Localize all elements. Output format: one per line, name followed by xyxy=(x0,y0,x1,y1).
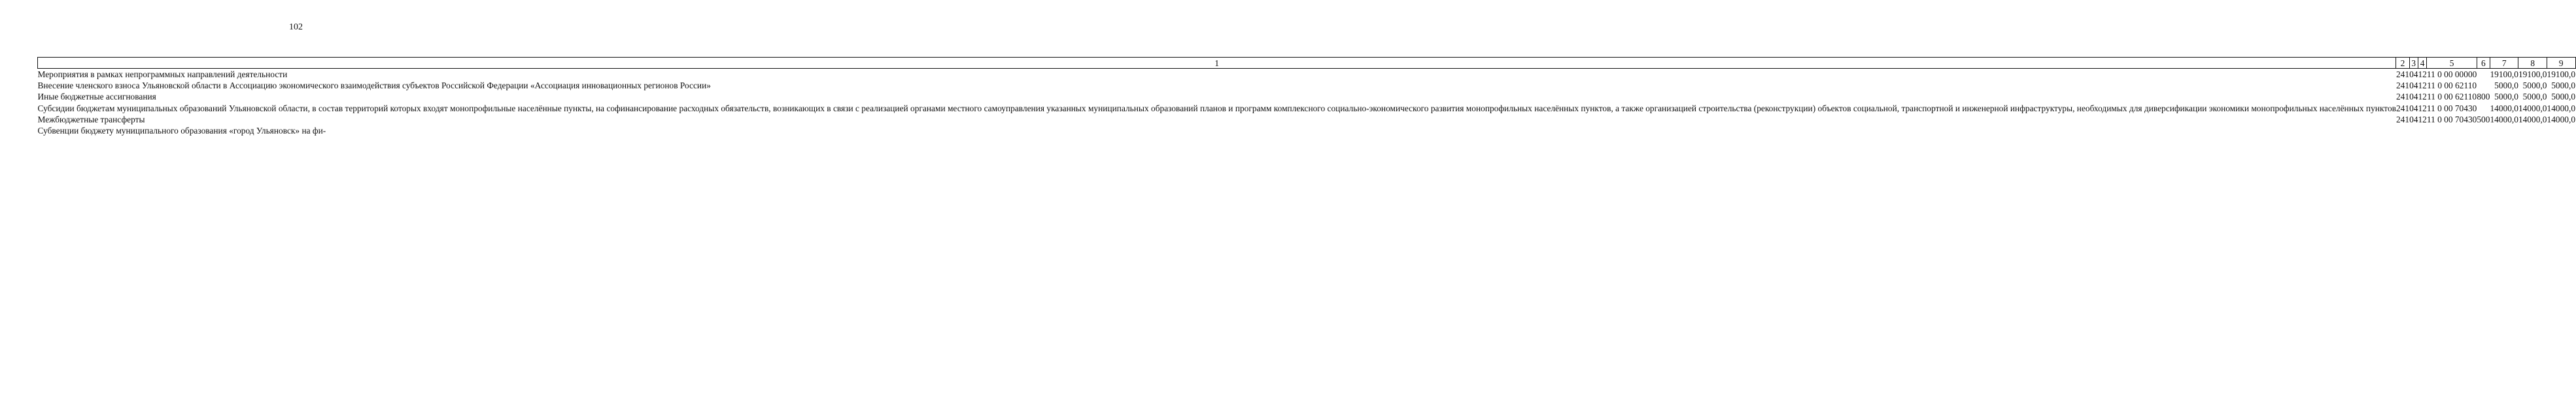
row-name: Субсидии бюджетам муниципальных образований Ульяновской области, в состав территорий которых входят монопрофильные населённые пункты, на софинансирование расходных обязательств, возникающих в связи с реализацией органами местного самоуправления указанных муниципальных образований планов и программ комплексного социально-экономического развития монопрофильных населённых пунктов, а также организацией строительства (реконструкции) объектов социальной, транспортной и инженерной инфраструктуры, необходимых для диверсификации экономики монопрофильных населённых пунктов xyxy=(37,103,2396,113)
cell-col-6 xyxy=(2477,80,2490,91)
cell-col-4: 12 xyxy=(2418,92,2427,102)
column-header-2: 2 xyxy=(2396,58,2409,69)
cell-col-3: 04 xyxy=(2409,92,2418,102)
cell-col-6: 500 xyxy=(2477,114,2490,124)
cell-col-4: 12 xyxy=(2418,69,2427,79)
cell-col-2 xyxy=(2396,125,2409,136)
cell-col-5: 11 0 00 62110 xyxy=(2427,92,2477,102)
cell-col-2: 241 xyxy=(2396,81,2410,91)
cell-col-8: 5000,0 xyxy=(2522,81,2547,91)
header-row xyxy=(38,58,2576,69)
column-header-8: 8 xyxy=(2518,58,2547,69)
cell-col-5 xyxy=(2427,125,2477,136)
column-header-4: 4 xyxy=(2418,58,2426,69)
table-row xyxy=(38,103,2576,114)
row-name: Межбюджетные трансферты xyxy=(37,114,145,124)
cell-col-7: 5000,0 xyxy=(2494,81,2518,91)
cell-col-6 xyxy=(2477,125,2490,136)
cell-col-2: 241 xyxy=(2396,103,2410,113)
cell-col-9: 14000,0 xyxy=(2547,114,2576,124)
row-name: Иные бюджетные ассигнования xyxy=(37,92,156,102)
cell-col-6 xyxy=(2477,69,2490,81)
cell-col-5: 11 0 00 70430 xyxy=(2426,103,2477,113)
page-number: 102 xyxy=(289,22,303,32)
cell-col-7: 5000,0 xyxy=(2494,92,2518,102)
cell-col-8: 5000,0 xyxy=(2522,92,2547,102)
column-header-1: 1 xyxy=(38,58,2396,69)
cell-col-3: 04 xyxy=(2409,103,2418,113)
cell-col-7: 19100,0 xyxy=(2490,69,2518,79)
cell-col-7: 14000,0 xyxy=(2490,103,2518,113)
cell-col-7 xyxy=(2490,125,2518,136)
row-name: Внесение членского взноса Ульяновской области в Ассоциацию экономического взаимодействия субъектов Российской Федерации «Ассоциация инновационных регионов России» xyxy=(37,81,711,91)
column-header-7: 7 xyxy=(2490,58,2518,69)
cell-col-8 xyxy=(2518,125,2547,136)
cell-col-2: 241 xyxy=(2396,92,2410,102)
row-name: Субвенции бюджету муниципального образования «город Ульяновск» на фи- xyxy=(37,126,326,136)
cell-col-4: 12 xyxy=(2418,81,2427,91)
table-row xyxy=(38,80,2576,91)
cell-col-4 xyxy=(2418,125,2426,136)
table-row xyxy=(38,69,2576,81)
cell-col-5: 11 0 00 70430 xyxy=(2426,114,2477,124)
cell-col-8: 14000,0 xyxy=(2518,103,2547,113)
table-row xyxy=(38,125,2576,136)
cell-col-3: 04 xyxy=(2409,69,2418,79)
row-name: Мероприятия в рамках непрограммных направлений деятельности xyxy=(37,69,288,79)
cell-col-5: 11 0 00 00000 xyxy=(2426,69,2477,79)
cell-col-3: 04 xyxy=(2409,114,2418,124)
cell-col-4: 12 xyxy=(2418,103,2427,113)
budget-table xyxy=(37,57,2576,136)
cell-col-9: 5000,0 xyxy=(2551,81,2576,91)
cell-col-2: 241 xyxy=(2396,114,2410,124)
column-header-3: 3 xyxy=(2409,58,2418,69)
column-header-6: 6 xyxy=(2477,58,2490,69)
table-row xyxy=(38,114,2576,125)
cell-col-5: 11 0 00 62110 xyxy=(2427,81,2477,91)
cell-col-3: 04 xyxy=(2409,81,2418,91)
cell-col-9: 19100,0 xyxy=(2547,69,2576,79)
cell-col-3 xyxy=(2409,125,2418,136)
cell-col-9: 14000,0 xyxy=(2547,103,2576,113)
column-header-9: 9 xyxy=(2547,58,2576,69)
table-body xyxy=(38,69,2576,137)
cell-col-4: 12 xyxy=(2418,114,2427,124)
cell-col-8: 14000,0 xyxy=(2518,114,2547,124)
table-row xyxy=(38,91,2576,102)
cell-col-9 xyxy=(2547,125,2576,136)
cell-col-8: 19100,0 xyxy=(2518,69,2547,79)
cell-col-9: 5000,0 xyxy=(2551,92,2576,102)
column-header-5: 5 xyxy=(2427,58,2477,69)
cell-col-6 xyxy=(2477,103,2490,114)
cell-col-2: 241 xyxy=(2396,69,2410,79)
cell-col-6: 800 xyxy=(2477,92,2490,102)
cell-col-7: 14000,0 xyxy=(2490,114,2518,124)
